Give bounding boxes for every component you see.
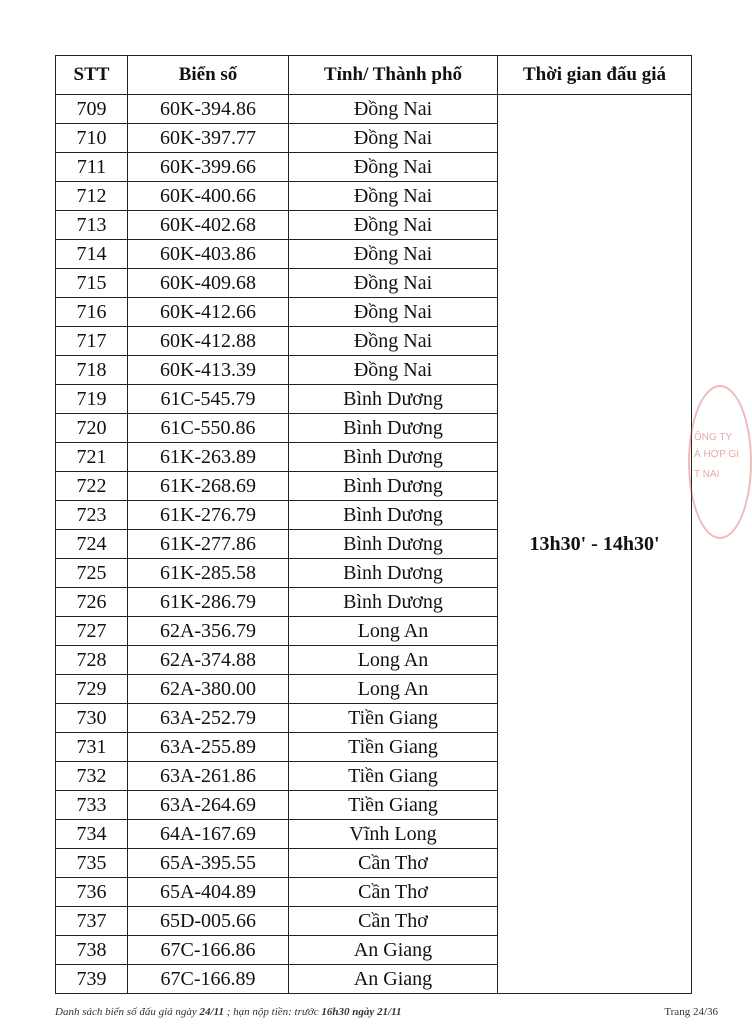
cell-stt: 729 (56, 675, 128, 704)
cell-plate: 61K-286.79 (128, 588, 289, 617)
cell-plate: 61K-268.69 (128, 472, 289, 501)
cell-plate: 60K-403.86 (128, 240, 289, 269)
cell-province: Bình Dương (289, 472, 498, 501)
cell-province: Đồng Nai (289, 269, 498, 298)
cell-province: Cần Thơ (289, 907, 498, 936)
cell-stt: 723 (56, 501, 128, 530)
cell-stt: 728 (56, 646, 128, 675)
cell-stt: 711 (56, 153, 128, 182)
footer-note-date: 24/11 (199, 1006, 224, 1018)
cell-province: Đồng Nai (289, 124, 498, 153)
cell-stt: 731 (56, 733, 128, 762)
cell-stt: 710 (56, 124, 128, 153)
table-header-row (56, 56, 692, 95)
cell-stt: 725 (56, 559, 128, 588)
cell-stt: 739 (56, 965, 128, 994)
table-body (56, 95, 692, 994)
cell-stt: 717 (56, 327, 128, 356)
cell-plate: 67C-166.86 (128, 936, 289, 965)
cell-province: Đồng Nai (289, 356, 498, 385)
cell-plate: 60K-400.66 (128, 182, 289, 211)
cell-plate: 61K-263.89 (128, 443, 289, 472)
cell-plate: 62A-374.88 (128, 646, 289, 675)
cell-plate: 65A-404.89 (128, 878, 289, 907)
cell-stt: 726 (56, 588, 128, 617)
cell-province: Bình Dương (289, 385, 498, 414)
cell-province: Cần Thơ (289, 878, 498, 907)
cell-plate: 60K-399.66 (128, 153, 289, 182)
cell-stt: 713 (56, 211, 128, 240)
cell-province: Bình Dương (289, 559, 498, 588)
cell-plate: 61K-277.86 (128, 530, 289, 559)
cell-stt: 718 (56, 356, 128, 385)
cell-plate: 62A-356.79 (128, 617, 289, 646)
cell-plate: 60K-413.39 (128, 356, 289, 385)
cell-plate: 65A-395.55 (128, 849, 289, 878)
cell-stt: 736 (56, 878, 128, 907)
company-stamp (688, 385, 752, 539)
cell-province: Long An (289, 675, 498, 704)
cell-stt: 721 (56, 443, 128, 472)
cell-province: Đồng Nai (289, 95, 498, 124)
cell-plate: 61K-285.58 (128, 559, 289, 588)
cell-province: Đồng Nai (289, 153, 498, 182)
cell-stt: 730 (56, 704, 128, 733)
cell-province: Tiền Giang (289, 762, 498, 791)
cell-plate: 63A-261.86 (128, 762, 289, 791)
cell-province: Tiền Giang (289, 791, 498, 820)
cell-plate: 63A-252.79 (128, 704, 289, 733)
footer-note-prefix: Danh sách biển số đấu giá ngày (55, 1006, 197, 1018)
cell-province: Bình Dương (289, 414, 498, 443)
cell-plate: 60K-394.86 (128, 95, 289, 124)
cell-plate: 65D-005.66 (128, 907, 289, 936)
cell-plate: 60K-397.77 (128, 124, 289, 153)
page-number: Trang 24/36 (664, 1006, 718, 1018)
cell-province: Đồng Nai (289, 240, 498, 269)
cell-province: Đồng Nai (289, 211, 498, 240)
cell-stt: 732 (56, 762, 128, 791)
cell-stt: 738 (56, 936, 128, 965)
cell-plate: 62A-380.00 (128, 675, 289, 704)
cell-province: Tiền Giang (289, 704, 498, 733)
cell-province: Bình Dương (289, 443, 498, 472)
cell-province: Đồng Nai (289, 298, 498, 327)
header-plate: Biển số (128, 56, 289, 95)
cell-stt: 724 (56, 530, 128, 559)
header-province: Tỉnh/ Thành phố (289, 56, 498, 95)
cell-plate: 63A-264.69 (128, 791, 289, 820)
cell-stt: 727 (56, 617, 128, 646)
footer-note-middle: ; hạn nộp tiền: trước (226, 1006, 319, 1018)
cell-plate: 60K-412.88 (128, 327, 289, 356)
cell-stt: 719 (56, 385, 128, 414)
cell-province: Long An (289, 617, 498, 646)
cell-stt: 734 (56, 820, 128, 849)
stamp-text: T NAI (694, 469, 720, 480)
cell-province: Đồng Nai (289, 327, 498, 356)
cell-stt: 712 (56, 182, 128, 211)
cell-province: Long An (289, 646, 498, 675)
cell-stt: 709 (56, 95, 128, 124)
license-plate-table (55, 55, 692, 994)
cell-plate: 61K-276.79 (128, 501, 289, 530)
stamp-text: À HỢP GI (694, 449, 740, 460)
cell-province: Bình Dương (289, 501, 498, 530)
cell-province: Cần Thơ (289, 849, 498, 878)
cell-plate: 64A-167.69 (128, 820, 289, 849)
footer-note (55, 1006, 401, 1018)
table-row (56, 95, 692, 124)
cell-province: Đồng Nai (289, 182, 498, 211)
cell-plate: 60K-402.68 (128, 211, 289, 240)
header-stt: STT (56, 56, 128, 95)
cell-plate: 60K-412.66 (128, 298, 289, 327)
cell-stt: 716 (56, 298, 128, 327)
cell-province: An Giang (289, 936, 498, 965)
cell-province: Tiền Giang (289, 733, 498, 762)
cell-stt: 737 (56, 907, 128, 936)
cell-plate: 61C-545.79 (128, 385, 289, 414)
stamp-text: ÔNG TY (694, 432, 733, 443)
cell-stt: 714 (56, 240, 128, 269)
cell-stt: 722 (56, 472, 128, 501)
cell-plate: 61C-550.86 (128, 414, 289, 443)
cell-auction-time: 13h30' - 14h30' (498, 95, 692, 994)
cell-plate: 67C-166.89 (128, 965, 289, 994)
cell-province: Vĩnh Long (289, 820, 498, 849)
cell-stt: 735 (56, 849, 128, 878)
cell-stt: 720 (56, 414, 128, 443)
cell-province: Bình Dương (289, 588, 498, 617)
cell-stt: 715 (56, 269, 128, 298)
cell-province: An Giang (289, 965, 498, 994)
footer-note-deadline: 16h30 ngày 21/11 (321, 1006, 402, 1018)
cell-stt: 733 (56, 791, 128, 820)
header-auction-time: Thời gian đấu giá (498, 56, 692, 95)
cell-province: Bình Dương (289, 530, 498, 559)
cell-plate: 60K-409.68 (128, 269, 289, 298)
cell-plate: 63A-255.89 (128, 733, 289, 762)
